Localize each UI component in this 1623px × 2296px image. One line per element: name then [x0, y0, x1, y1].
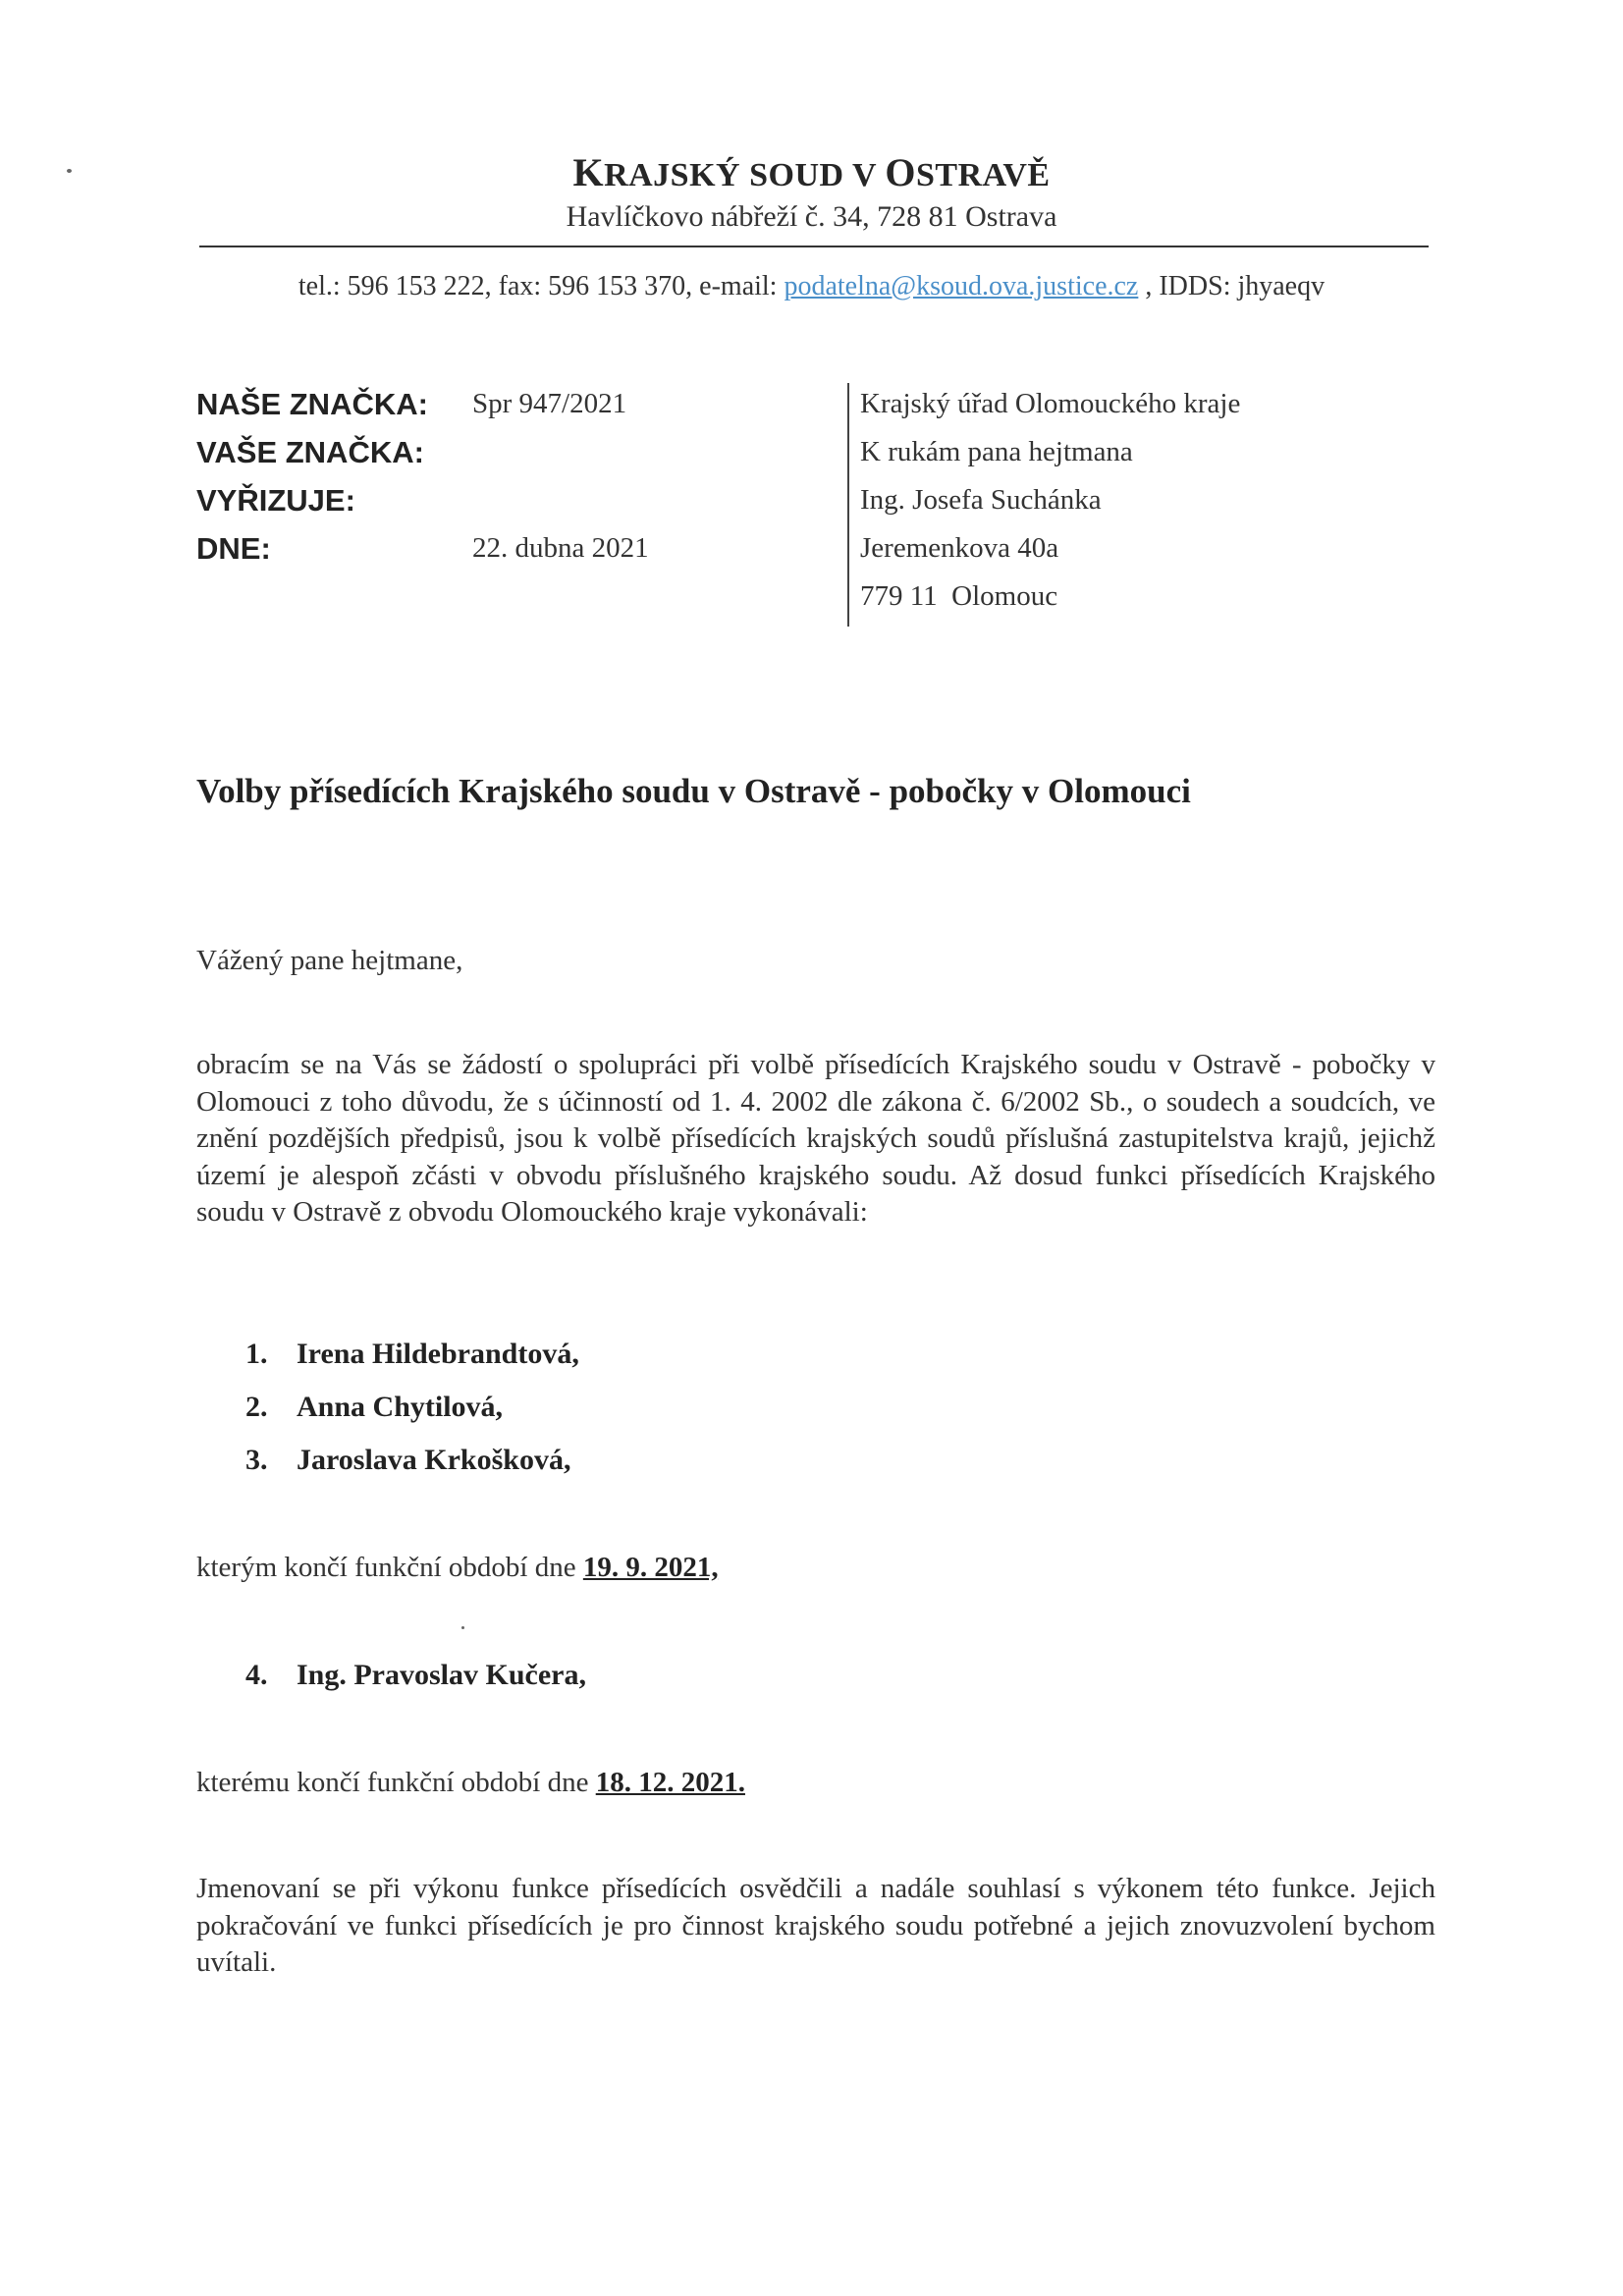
- nase-znacka-value: Spr 947/2021: [472, 388, 627, 419]
- header-divider: [199, 246, 1429, 247]
- term-end-line-2: kterému končí funkční období dne 18. 12. 2021.: [196, 1767, 745, 1798]
- salutation: Vážený pane hejtmane,: [196, 945, 463, 976]
- list-item: 2. Anna Chytilová,: [245, 1391, 504, 1423]
- list-item: 1. Irena Hildebrandtová,: [245, 1338, 579, 1370]
- closing-paragraph: Jmenovaní se při výkonu funkce přísedících osvědčili a nadále souhlasí s výkonem této funkce. Jejich pokračování ve funkci přísedících je pro činnost krajského soudu potřebné a jejich znovuzvolení bychom uvítali.: [196, 1873, 1435, 1978]
- contact-idds: , IDDS: jhyaeqv: [1138, 271, 1325, 301]
- recipient-line: Jeremenkova 40a: [860, 532, 1059, 564]
- court-address: Havlíčkovo nábřeží č. 34, 728 81 Ostrava: [566, 200, 1057, 233]
- contact-line: [0, 271, 1623, 302]
- recipient-line: Ing. Josefa Suchánka: [860, 484, 1102, 516]
- letter-subject: Volby přísedících Krajského soudu v Ostravě - pobočky v Olomouci: [196, 772, 1191, 810]
- nase-znacka-label: NAŠE ZNAČKA:: [196, 387, 428, 421]
- scan-speck: [461, 1626, 464, 1629]
- vyrizuje-label: VYŘIZUJE:: [196, 483, 355, 518]
- term-end-date-2: 18. 12. 2021.: [595, 1767, 745, 1798]
- list-item: 4. Ing. Pravoslav Kučera,: [245, 1659, 586, 1691]
- dne-label: DNE:: [196, 531, 271, 566]
- dne-value: 22. dubna 2021: [472, 532, 649, 564]
- recipient-line: 779 11 Olomouc: [860, 580, 1058, 612]
- recipient-divider: [847, 383, 849, 627]
- recipient-line: Krajský úřad Olomouckého kraje: [860, 388, 1241, 419]
- term-end-line-1: kterým končí funkční období dne 19. 9. 2021,: [196, 1552, 719, 1583]
- intro-paragraph: obracím se na Vás se žádostí o spolupráci při volbě přísedících Krajského soudu v Ostravě - pobočky v Olomouci z toho důvodu, že s účinností od 1. 4. 2002 dle zákona č. 6/2002 Sb., o soudech a soudcích, ve znění pozdějších předpisů, jsou k volbě přísedících krajských soudů příslušná zastupitelstva krajů, jejichž území je alespoň zčásti v obvodu příslušného krajského soudu. Až dosud funkci přísedících Krajského soudu v Ostravě z obvodu Olomouckého kraje vykonávali:: [196, 1049, 1435, 1228]
- recipient-line: K rukám pana hejtmana: [860, 436, 1133, 467]
- vase-znacka-label: VAŠE ZNAČKA:: [196, 435, 424, 469]
- email-link[interactable]: podatelna@ksoud.ova.justice.cz: [784, 271, 1139, 301]
- contact-phone-fax: tel.: 596 153 222, fax: 596 153 370, e-mail:: [298, 271, 784, 301]
- court-name: KRAJSKÝ SOUD V OSTRAVĚ: [572, 150, 1051, 194]
- term-end-date-1: 19. 9. 2021,: [582, 1552, 719, 1583]
- list-item: 3. Jaroslava Krkošková,: [245, 1444, 571, 1476]
